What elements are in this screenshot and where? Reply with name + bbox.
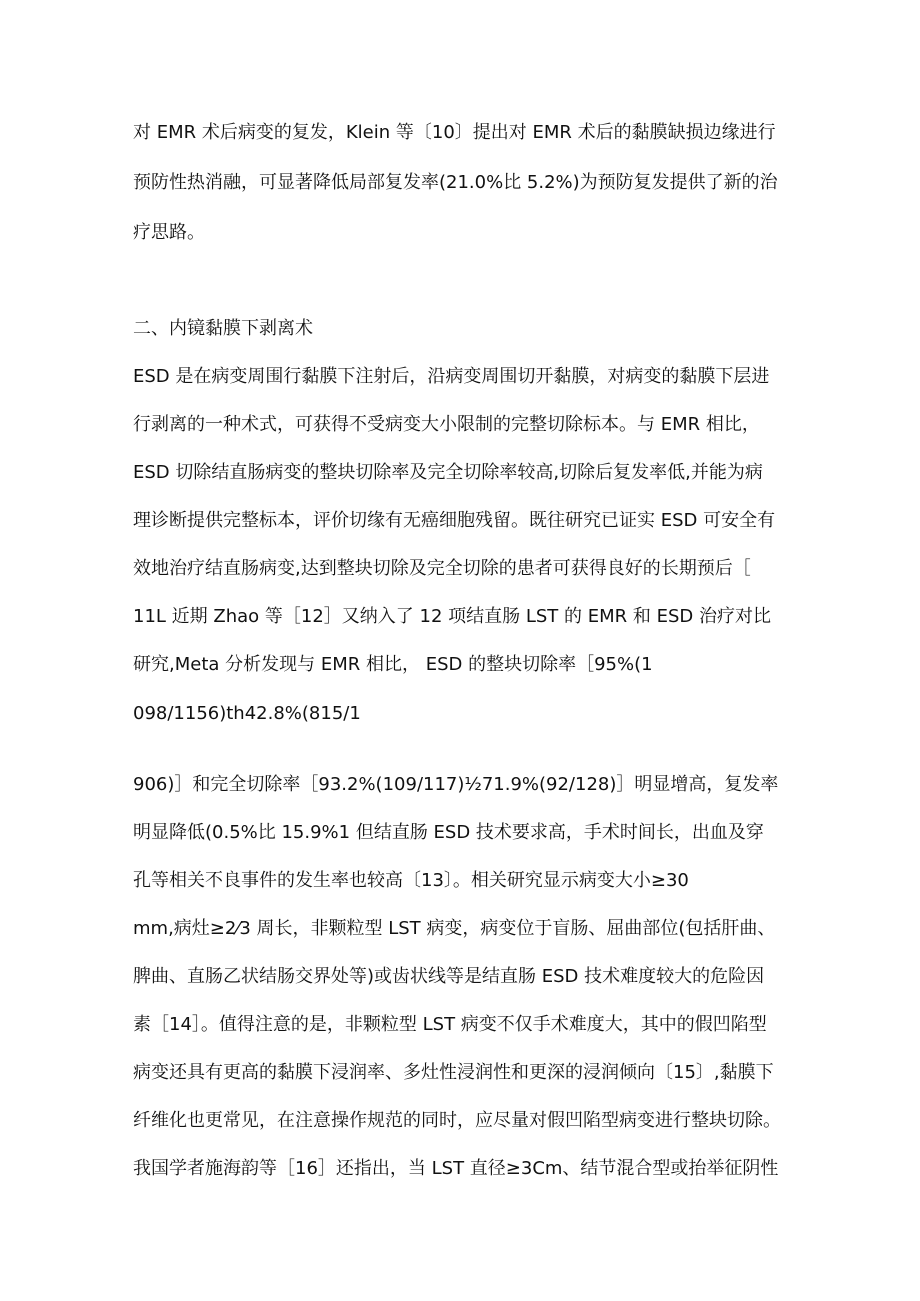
text-line: 脾曲、直肠乙状结肠交界处等)或齿状线等是结直肠 ESD 技术难度较大的危险因 [133, 966, 765, 987]
text-line: 行剥离的一种术式，可获得不受病变大小限制的完整切除标本。与 EMR 相比， [133, 414, 760, 435]
text-line: 研究,Meta 分析发现与 EMR 相比， ESD 的整块切除率［95%(1 [133, 654, 653, 675]
text-line: 疗思路。 [133, 222, 205, 243]
text-line: ESD 是在病变周围行黏膜下注射后，沿病变周围切开黏膜，对病变的黏膜下层进 [133, 366, 770, 387]
text-line: 效地治疗结直肠病变,达到整块切除及完全切除的患者可获得良好的长期预后［ [133, 558, 751, 579]
text-line: 素［14］。值得注意的是，非颗粒型 LST 病变不仅手术难度大，其中的假凹陷型 [133, 1014, 767, 1035]
text-line: 明显降低(0.5%比 15.9%1 但结直肠 ESD 技术要求高，手术时间长，出血及穿 [133, 822, 764, 843]
text-line: 906)］和完全切除率［93.2%(109/117)½71.9%(92/128)］明显增高，复发率 [133, 774, 779, 795]
text-line: 预防性热消融，可显著降低局部复发率(21.0%比 5.2%)为预防复发提供了新的治 [133, 172, 778, 193]
text-line: 098/1156)th42.8%(815/1 [133, 703, 361, 724]
section-heading: 二、内镜黏膜下剥离术 [133, 318, 313, 339]
text-line: ESD 切除结直肠病变的整块切除率及完全切除率较高,切除后复发率低,并能为病 [133, 462, 763, 483]
text-line: 对 EMR 术后病变的复发，Klein 等〔10〕提出对 EMR 术后的黏膜缺损边缘进行 [133, 122, 776, 143]
text-line: 孔等相关不良事件的发生率也较高〔13〕。相关研究显示病变大小≥30 [133, 870, 689, 891]
text-line: 病变还具有更高的黏膜下浸润率、多灶性浸润性和更深的浸润倾向〔15〕,黏膜下 [133, 1062, 774, 1083]
text-line: 我国学者施海韵等［16］还指出，当 LST 直径≥3Cm、结节混合型或抬举征阴性 [133, 1158, 779, 1179]
text-line: 11L 近期 Zhao 等［12］又纳入了 12 项结直肠 LST 的 EMR 和 ESD 治疗对比 [133, 606, 771, 627]
text-line: 理诊断提供完整标本，评价切缘有无癌细胞残留。既往研究已证实 ESD 可安全有 [133, 510, 776, 531]
text-line: 纤维化也更常见，在注意操作规范的同时，应尽量对假凹陷型病变进行整块切除。 [133, 1110, 781, 1131]
text-line: mm,病灶≥2⁄3 周长，非颗粒型 LST 病变，病变位于盲肠、屈曲部位(包括肝曲、 [133, 918, 776, 939]
